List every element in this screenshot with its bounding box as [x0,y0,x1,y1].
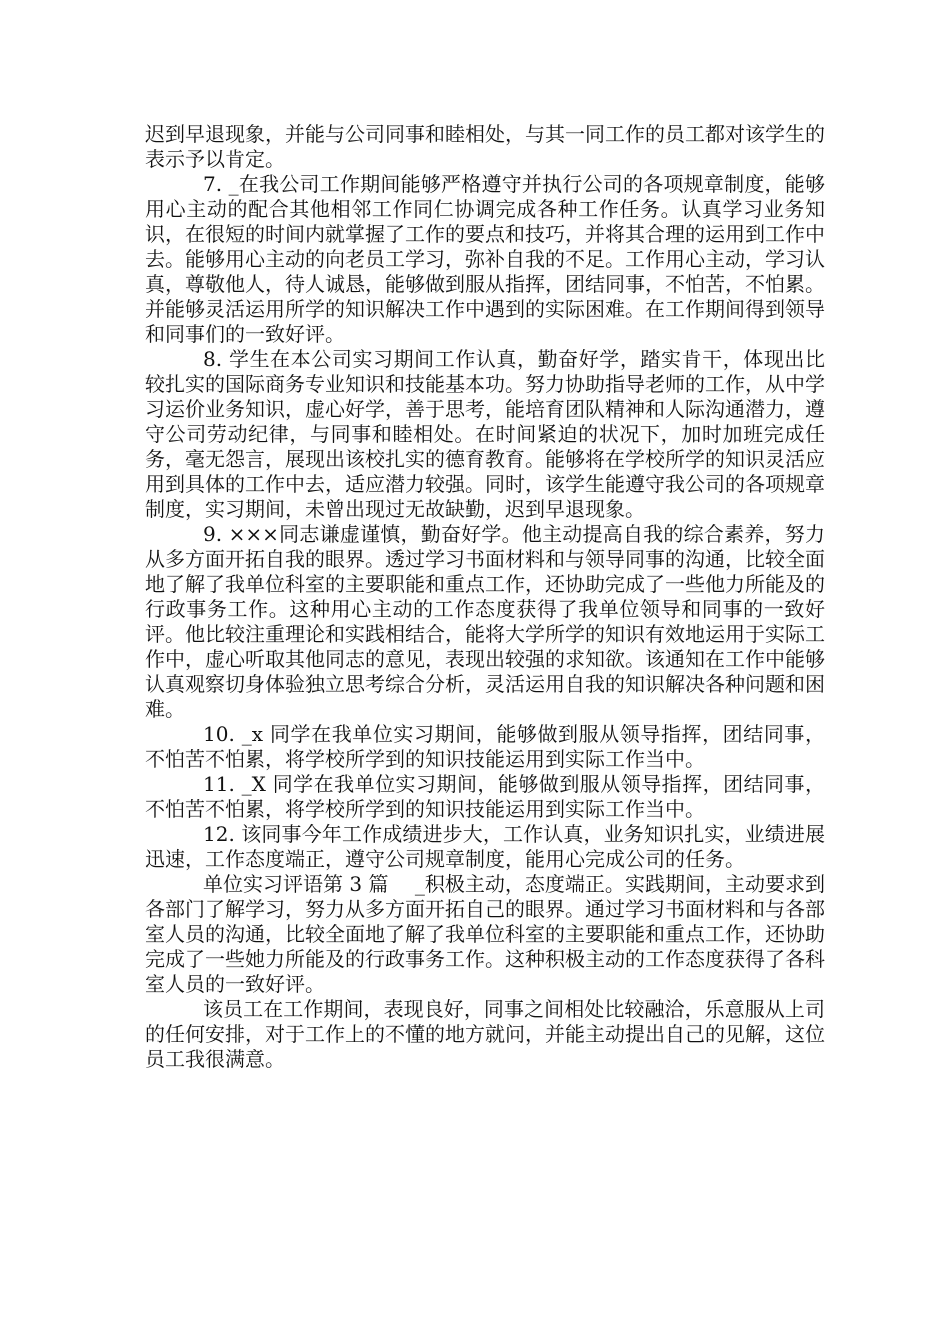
paragraph-item-8: 8. 学生在本公司实习期间工作认真，勤奋好学，踏实肯干，体现出比较扎实的国际商务专业知识和技能基本功。努力协助指导老师的工作，从中学习运价业务知识，虚心好学，善于思考，能培育团队精神和人际沟通潜力，遵守公司劳动纪律，与同事和睦相处。在时间紧迫的状况下，加时加班完成任务，毫无怨言，展现出该校扎实的德育教育。能够将在学校所学的知识灵活应用到具体的工作中去，适应潜力较强。同时，该学生能遵守我公司的各项规章制度，实习期间，未曾出现过无故缺勤，迟到早退现象。 [145,347,825,521]
paragraph-item-7: 7. _在我公司工作期间能够严格遵守并执行公司的各项规章制度，能够用心主动的配合其他相邻工作同仁协调完成各种工作任务。认真学习业务知识，在很短的时间内就掌握了工作的要点和技巧，并将其合理的运用到工作中去。能够用心主动的向老员工学习，弥补自我的不足。工作用心主动，学习认真，尊敬他人，待人诚恳，能够做到服从指挥，团结同事，不怕苦，不怕累。并能够灵活运用所学的知识解决工作中遇到的实际困难。在工作期间得到领导和同事们的一致好评。 [145,172,825,346]
document-body [145,122,825,1072]
paragraph-continuation: 迟到早退现象，并能与公司同事和睦相处，与其一同工作的员工都对该学生的表示予以肯定。 [145,122,825,171]
paragraph-item-9: 9. ×××同志谦虚谨慎，勤奋好学。他主动提高自我的综合素养，努力从多方面开拓自我的眼界。透过学习书面材料和与领导同事的沟通，比较全面地了解了我单位科室的主要职能和重点工作，还协助完成了一些他力所能及的行政事务工作。这种用心主动的工作态度获得了我单位领导和同事的一致好评。他比较注重理论和实践相结合，能将大学所学的知识有效地运用于实际工作中，虚心听取其他同志的意见，表现出较强的求知欲。该通知在工作中能够认真观察切身体验独立思考综合分析，灵活运用自我的知识解决各种问题和困难。 [145,522,825,721]
paragraph-section-3: 单位实习评语第 3 篇 _积极主动，态度端正。实践期间，主动要求到各部门了解学习，努力从多方面开拓自己的眼界。通过学习书面材料和与各部室人员的沟通，比较全面地了解了我单位科室的主要职能和重点工作，还协助完成了一些她力所能及的行政事务工作。这种积极主动的工作态度获得了各科室人员的一致好评。 [145,872,825,996]
paragraph-closing: 该员工在工作期间，表现良好，同事之间相处比较融洽，乐意服从上司的任何安排，对于工作上的不懂的地方就问，并能主动提出自己的见解，这位员工我很满意。 [145,997,825,1071]
paragraph-item-11: 11. _X 同学在我单位实习期间，能够做到服从领导指挥，团结同事，不怕苦不怕累，将学校所学到的知识技能运用到实际工作当中。 [145,772,825,821]
paragraph-item-10: 10. _x 同学在我单位实习期间，能够做到服从领导指挥，团结同事，不怕苦不怕累，将学校所学到的知识技能运用到实际工作当中。 [145,722,825,771]
paragraph-item-12: 12. 该同事今年工作成绩进步大，工作认真，业务知识扎实，业绩进展迅速，工作态度端正，遵守公司规章制度，能用心完成公司的任务。 [145,822,825,871]
